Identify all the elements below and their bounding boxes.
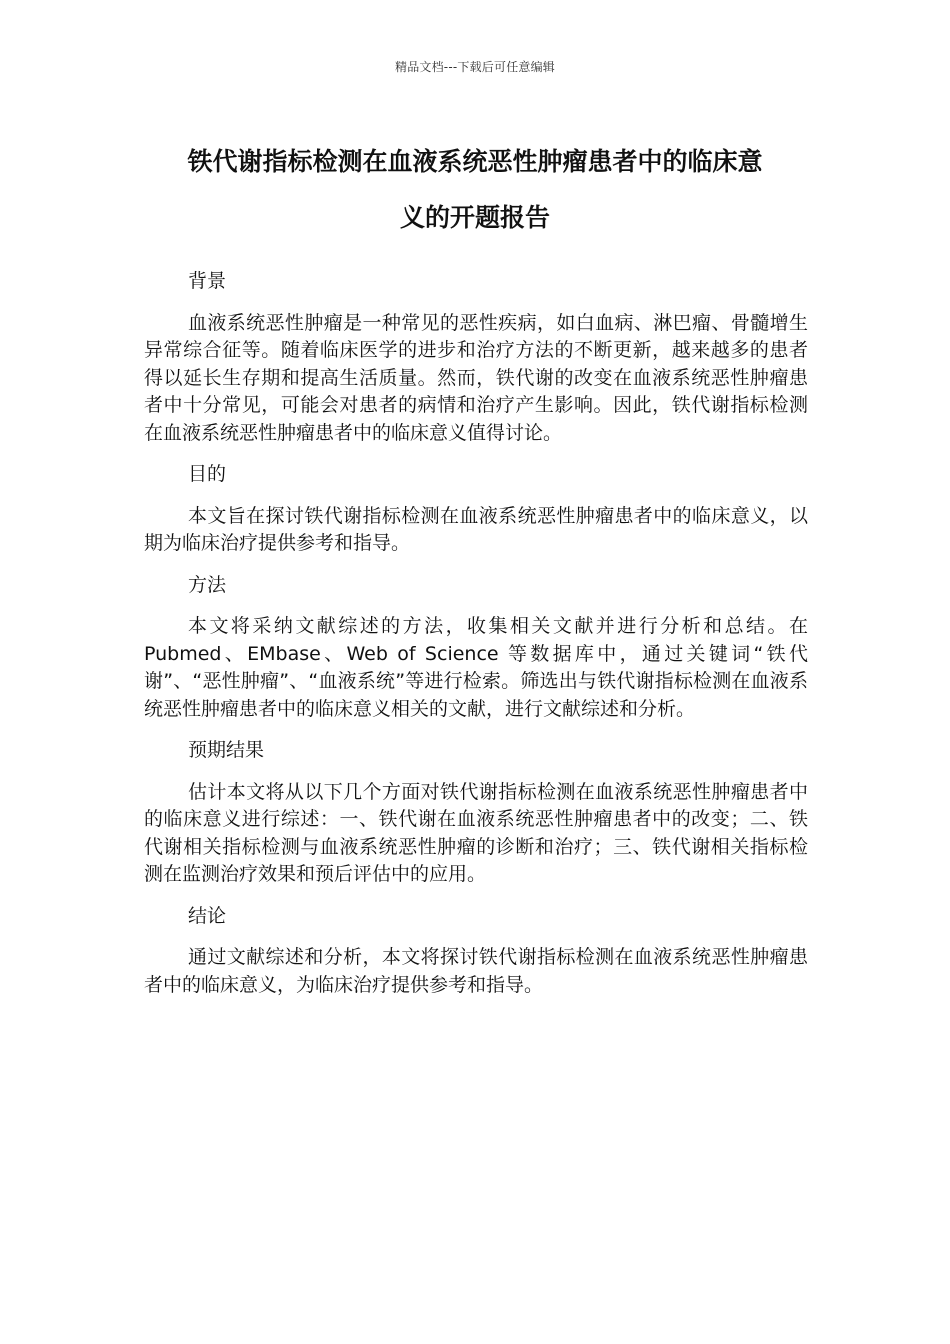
section-heading-methods: 方法 <box>188 573 227 596</box>
document-title <box>140 134 810 246</box>
paragraph-expected-results: 估计本文将从以下几个方面对铁代谢指标检测在血液系统恶性肿瘤患者中的临床意义进行综述：一、铁代谢在血液系统恶性肿瘤患者中的改变；二、铁代谢相关指标检测与血液系统恶性肿瘤的诊断和治疗；三、铁代谢相关指标检测在监测治疗效果和预后评估中的应用。 <box>144 780 808 885</box>
paragraph-conclusion: 通过文献综述和分析，本文将探讨铁代谢指标检测在血液系统恶性肿瘤患者中的临床意义，为临床治疗提供参考和指导。 <box>144 946 808 996</box>
page-header: 精品文档---下载后可任意编辑 <box>395 60 555 74</box>
section-heading-expected-results: 预期结果 <box>188 739 265 761</box>
document-title-line-2: 义的开题报告 <box>399 203 550 232</box>
section-heading-conclusion: 结论 <box>188 904 227 927</box>
section-heading-background: 背景 <box>188 270 227 292</box>
document-title-line-1: 铁代谢指标检测在血液系统恶性肿瘤患者中的临床意 <box>187 147 763 176</box>
paragraph-methods: 本文将采纳文献综述的方法，收集相关文献并进行分析和总结。在 Pubmed、EMbase、Web of Science 等数据库中，通过关键词“铁代谢”、“恶性肿瘤”、“血液系统”等进行检索。筛选出与铁代谢指标检测在血液系统恶性肿瘤患者中的临床意义相关的文献，进行文献综述和分析。 <box>144 615 808 720</box>
document-body <box>144 268 808 1013</box>
section-heading-purpose: 目的 <box>188 463 227 485</box>
paragraph-purpose: 本文旨在探讨铁代谢指标检测在血液系统恶性肿瘤患者中的临床意义，以期为临床治疗提供参考和指导。 <box>144 504 808 554</box>
paragraph-background: 血液系统恶性肿瘤是一种常见的恶性疾病，如白血病、淋巴瘤、骨髓增生异常综合征等。随着临床医学的进步和治疗方法的不断更新，越来越多的患者得以延长生存期和提高生活质量。然而，铁代谢的改变在血液系统恶性肿瘤患者中十分常见，可能会对患者的病情和治疗产生影响。因此，铁代谢指标检测在血液系统恶性肿瘤患者中的临床意义值得讨论。 <box>144 311 808 444</box>
